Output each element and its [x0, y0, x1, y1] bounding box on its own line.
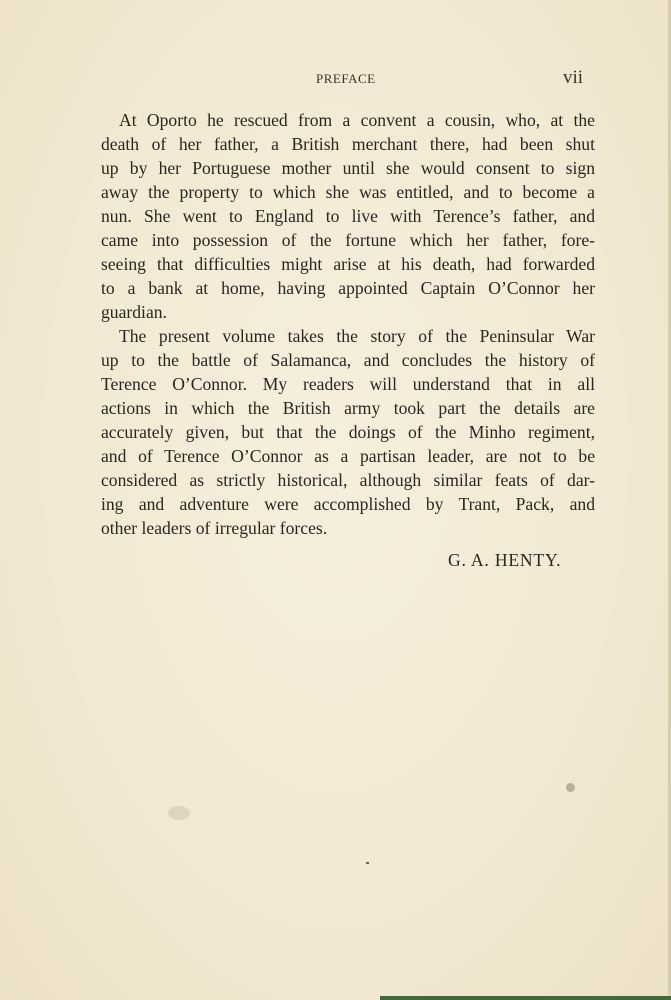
text-line: The present volume takes the story of the Peninsular War — [119, 326, 595, 346]
text-line: At Oporto he rescued from a convent a cousin, who, at the — [119, 110, 595, 130]
paragraph-2 — [101, 324, 595, 540]
author-signature: G. A. HENTY. — [448, 550, 562, 570]
text-line: considered as strictly historical, although similar feats of dar- — [101, 470, 595, 490]
page-number: vii — [563, 67, 584, 88]
text-line: death of her father, a British merchant there, had been shut — [101, 134, 595, 154]
text-line: came into possession of the fortune which her father, fore- — [101, 230, 595, 250]
text-line: ing and adventure were accomplished by Trant, Pack, and — [101, 494, 595, 514]
text-line: accurately given, but that the doings of the Minho regiment, — [101, 422, 595, 442]
preface-body — [101, 108, 595, 540]
text-line: up to the battle of Salamanca, and concludes the history of — [101, 350, 595, 370]
text-line: up by her Portuguese mother until she would consent to sign — [101, 158, 595, 178]
text-line: actions in which the British army took part the details are — [101, 398, 595, 418]
text-line: away the property to which she was entitled, and to become a — [101, 182, 595, 202]
running-head — [0, 67, 671, 91]
text-line: other leaders of irregular forces. — [101, 518, 328, 538]
paper-smudge — [168, 806, 190, 820]
cover-edge — [380, 996, 671, 1000]
text-line: nun. She went to England to live with Terence’s father, and — [101, 206, 595, 226]
text-line: seeing that difficulties might arise at his death, had forwarded — [101, 254, 595, 274]
text-line: guardian. — [101, 302, 167, 322]
text-line: Terence O’Connor. My readers will understand that in all — [101, 374, 595, 394]
text-line: to a bank at home, having appointed Captain O’Connor her — [101, 278, 595, 298]
text-line: and of Terence O’Connor as a partisan leader, are not to be — [101, 446, 595, 466]
paper-spot — [566, 783, 575, 792]
paragraph-1 — [101, 108, 595, 324]
print-mark — [366, 862, 369, 864]
running-title: PREFACE — [316, 71, 376, 86]
